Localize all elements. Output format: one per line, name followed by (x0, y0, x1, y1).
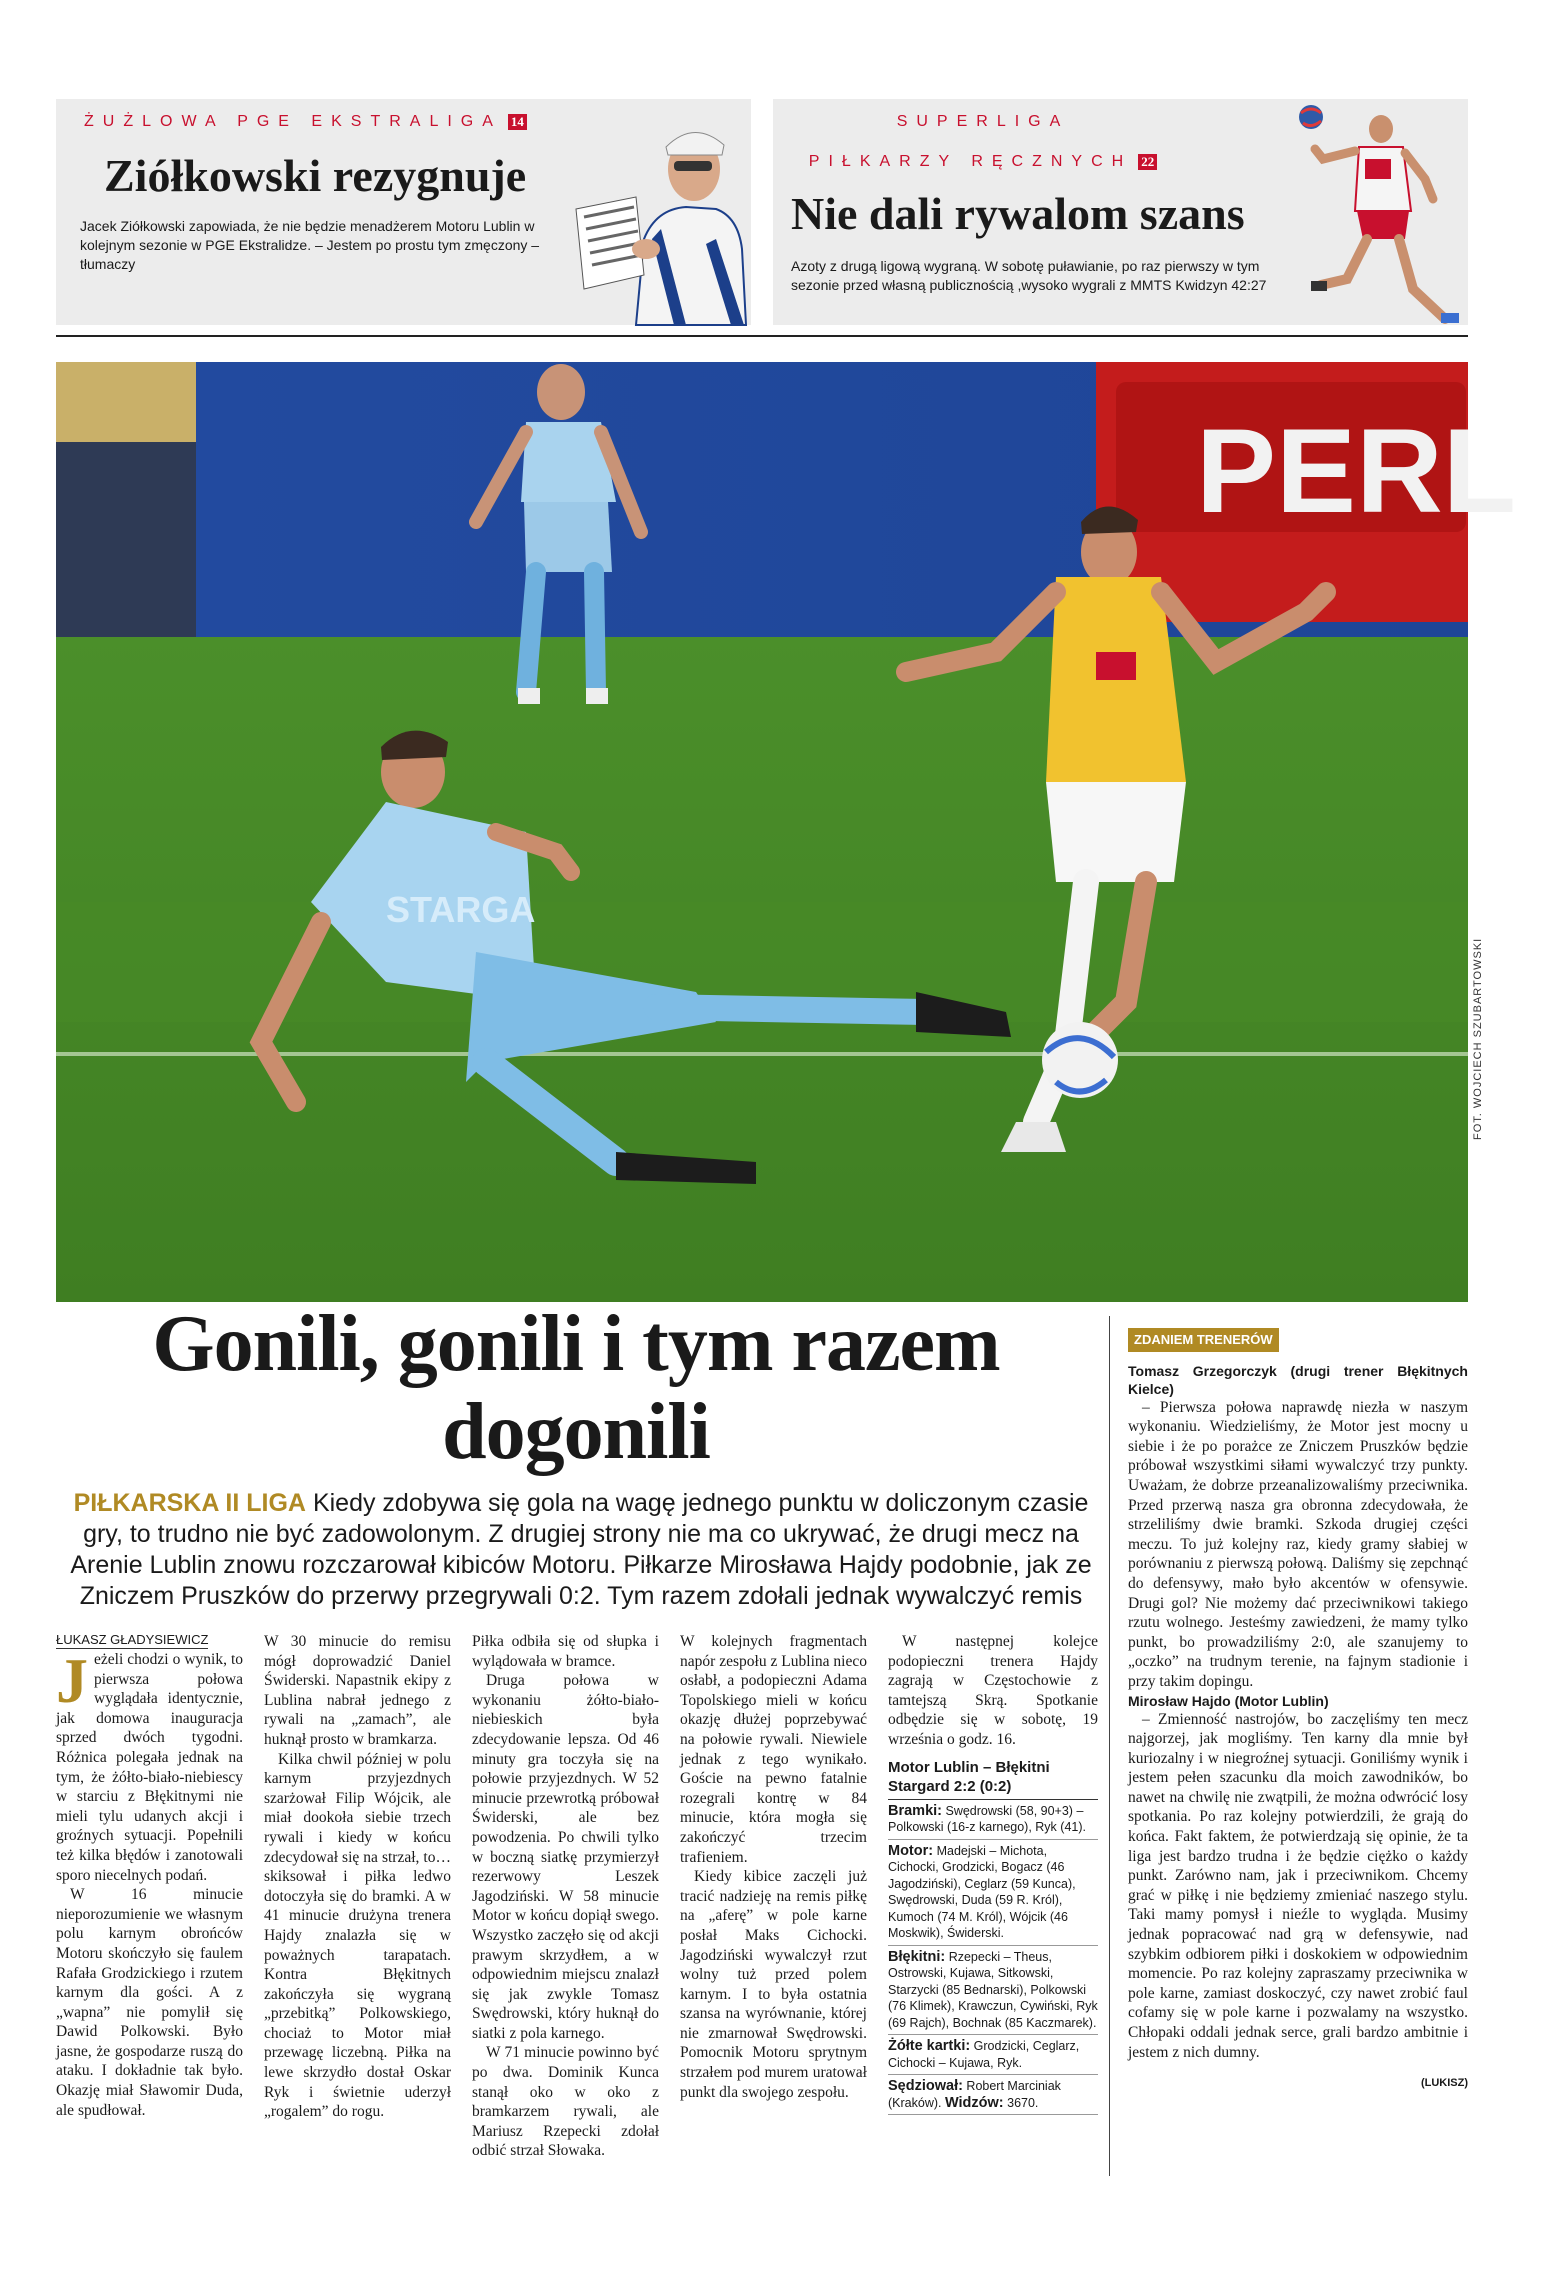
paragraph: W kolejnych fragmentach napór zespołu z Lublina nieco osłabł, a podopieczni Adama Topolskiego mieli w końcu okazję dłużej poprzebywać na połowie rywali. Niewiele jednak z tego wynikało. Goście na pewno fatalnie rozegrali kontrę w 84 minucie, która mogła się zakończyć trzecim trafieniem. (680, 1633, 867, 1866)
paragraph: Jeżeli chodzi o wynik, to pierwsza połowa wyglądała identycznie, jak domowa inauguracja sprzed dwóch tygodni. Różnica polegała jednak na tym, że żółto-biało-niebiescy w starciu z Błękitnymi nie mieli tylu udanych akcji i groźnych sytuacji. Popełnili też kilka błędów i zanotowali sporo niecelnych podań. (56, 1645, 243, 1884)
paragraph: Druga połowa w wykonaniu żółto-biało-niebieskich była zdecydowanie lepsza. Od 46 minuty gra toczyła się na połowie przyjezdnych. W 52 minucie przewrotką próbował Świderski, ale bez powodzenia. Po chwili tylko w boczną siatkę przymierzył rezerwowy Leszek Jagodziński. W 58 minucie Motor w końcu dopiął swego. Wszystko zaczęło się od akcji prawym skrzydłem, a w odpowiednim miejscu znalazł się jak zwykle Tomasz Swędrowski, który huknął do siatki z pola karnego. (472, 1672, 659, 2042)
teaser-speedway[interactable] (56, 99, 751, 325)
article-column-3 (472, 1632, 659, 2161)
handball-player-photo (1293, 99, 1468, 325)
article-column-2 (264, 1632, 451, 2122)
article-column-1 (56, 1645, 243, 2120)
article-column-4 (680, 1632, 867, 2102)
result-cards: Żółte kartki: Grodzicki, Ceglarz, Cichocki – Kujawa, Ryk. (888, 2035, 1098, 2075)
banner-text: PERL (1196, 404, 1517, 538)
article-column-5 (888, 1632, 1098, 2115)
match-result-box (888, 1758, 1098, 2116)
paragraph: Kiedy kibice zaczęli już tracić nadzieję na remis piłkę na „aferę” w pole karne posłał Maks Cichocki. Jagodziński wywalczył rzut wolny tuż przed polem karnym. I to była ostatnia szansa na wyrównanie, której nie zmarnował Swędrowski. Pomocnik Motoru sprytnym strzałem pod murem uratował punkt dla swojego zespołu. (680, 1868, 867, 2101)
shirt-back-text: STARGA (386, 889, 536, 930)
teaser-title: Nie dali rywalom szans (791, 188, 1245, 239)
section-tag: PIŁKARSKA II LIGA (73, 1489, 306, 1517)
teaser-kicker-1: SUPERLIGA (896, 113, 1070, 130)
paragraph: Kilka chwil później w polu karnym przyjezdnych szarżował Filip Wójcik, ale miał dookoła siebie trzech rywali i kiedy w końcu zdecydował się na strzał, to… skiksował i piłka ledwo dotoczyła się do bramki. A w 41 minucie drużyna trenera Hajdy znalazła się w poważnych tarapatach. Kontra Błękitnych zakończyła się wygraną „przebitką” Polkowskiego, chociaż to Motor miał przewagę liczebną. Piłka na lewe skrzydło dostał Oskar Ryk i świetnie uderzył „rogalem” do rogu. (264, 1750, 451, 2121)
drop-cap: J (56, 1645, 88, 1716)
photo-credit: FOT. WOJCIECH SZUBARTOWSKI (1472, 937, 1484, 1140)
coach-name: Mirosław Hajdo (Motor Lublin) (1128, 1692, 1329, 1709)
teaser-kicker-2: PIŁKARZY RĘCZNYCH 22 (773, 153, 1193, 171)
paragraph: Piłka odbiła się od słupka i wylądowała w bramce. (472, 1633, 659, 1670)
page-number-badge: 14 (508, 114, 527, 130)
author-byline: ŁUKASZ GŁADYSIEWICZ (56, 1632, 209, 1647)
teaser-title: Ziółkowski rezygnuje (104, 150, 527, 201)
page-number-badge: 22 (1138, 154, 1157, 170)
sidebar-badge: ZDANIEM TRENERÓW (1128, 1328, 1279, 1352)
section-rule (56, 335, 1468, 337)
coach-quote: – Zmienność nastrojów, bo zaczęliśmy ten mecz najgorzej, jak mogliśmy. Ten karny dla mnie był kuriozalny i w niegroźnej sytuacji. Goniliśmy wynik i jestem pełen szacunku dla moich zawodników, bo nawet na chwilę nie zwątpili, że można odwrócić losy spotkania. Po raz kolejny potwierdzili, że grają do końca. Fakt faktem, że potwierdzają się opinie, że ta liga jest bardzo trudna i że będzie ciężko o każdy punkt. Zarówno nam, jak i przeciwnikom. Chcemy grać w piłkę i nie będziemy zmieniać naszego stylu. Taki mamy pomysł i nieźle to wygląda. Musimy jednak popracować nad grą w defensywie, nad szybkim odbiorem piłki i doskokiem w odpowiednim momencie. Po raz kolejny zapraszamy przeciwnika w pole karne, zamiast doskoczyć, czy nawet zrobić faul cofamy się w pole karne i pozwalamy na wszystko. Chłopaki oddali jednak serce, grali bardzo ambitnie i jestem z nich dumny. (1128, 1710, 1468, 2061)
teaser-text: Jacek Ziółkowski zapowiada, że nie będzie menadżerem Motoru Lublin w kolejnym sezonie w PGE Ekstralidze. – Jestem po prostu tym zmęczony – tłumaczy (80, 218, 540, 272)
paragraph: W 71 minucie powinno być po dwa. Dominik Kunca stanął oko w oko z bramkarzem rywali, ale Mariusz Rzepecki zdołał odbić strzał Słowaka. (472, 2044, 659, 2160)
article-headline: Gonili, gonili i tym razem dogonili (152, 1300, 1000, 1476)
coach-name: Tomasz Grzegorczyk (drugi trener Błękitnych Kielce) (1128, 1362, 1468, 1397)
result-blekitni-lineup: Błękitni: Rzepecki – Theus, Ostrowski, Kujawa, Sitkowski, Starzycki (85 Bednarski), Polkowski (76 Klimek), Krawczun, Cywiński, Ryk (69 Rajch), Bochnak (85 Kaczmarek). (888, 1946, 1098, 2036)
football (1042, 1022, 1118, 1098)
teaser-handball[interactable] (773, 99, 1468, 325)
column-divider (1109, 1316, 1110, 2176)
result-motor-lineup: Motor: Madejski – Michota, Cichocki, Grodzicki, Bogacz (46 Jagodziński), Ceglarz (59 Kunca), Swędrowski, Duda (59 R. Król), Kumoch (74 M. Król), Wójcik (46 Moskwik), Świderski. (888, 1840, 1098, 1946)
paragraph: W następnej kolejce podopieczni trenera Hajdy zagrają w Częstochowie z tamtejszą Skrą. Spotkanie odbędzie się w sobotę, 19 września o godz. 16. (888, 1633, 1098, 1748)
coaches-comments-sidebar (1128, 1328, 1468, 2094)
sidebar-signature: (LUKISZ) (1420, 2077, 1468, 2090)
teaser-kicker: ŻUŻLOWA PGE EKSTRALIGA 14 (84, 113, 527, 131)
result-referee: Sędziował: Robert Marciniak (Kraków). Widzów: 3670. (888, 2075, 1098, 2115)
paragraph: W 16 minucie nieporozumienie we własnym polu karnym obrońców Motoru skończyło się faulem Rafała Grodzickiego i rzutem karnym dla gości. A z „wapna” nie pomylił się Dawid Polkowski. Było jasne, że gospodarze ruszą do ataku. I dokładnie tak było. Okazję miał Sławomir Duda, ale spudłował. (56, 1886, 243, 2119)
coach-quote: – Pierwsza połowa naprawdę niezła w naszym wykonaniu. Wiedzieliśmy, że Motor jest mocny u siebie i że po porażce ze Zniczem Pruszków będzie próbował wszystkimi siłami wywalczyć trzy punkty. Uważam, że dobrze przeanalizowaliśmy przeciwnika. Przed przerwą nasza gra obronna zdecydowała, że strzeliliśmy dwie bramki. Szkoda drugiej części meczu. To już kolejny raz, kiedy gramy słabiej w porównaniu z pierwszą połową. Daliśmy się zepchnąć do defensywy, mało było akcentów w ofensywie. Drugi gol? Nie możemy dać przeciwnikowi takiego rzutu wolnego. Jesteśmy zawiedzeni, że mamy tylko punkt, bo prowadziliśmy 2:0, ale szanujemy to „oczko” na trudnym terenie, na fajnym stadionie i przy takim dopingu. (1128, 1398, 1468, 1690)
speedway-manager-photo (566, 99, 751, 325)
paragraph: W 30 minucie do remisu mógł doprowadzić Daniel Świderski. Napastnik ekipy z Lublina nabrał jednego z rywali na „zamach”, ale huknął prosto w bramkarza. (264, 1633, 451, 1748)
lead-text: Kiedy zdobywa się gola na wagę jednego punktu w doliczonym czasie gry, to trudno nie być zadowolonym. Z drugiej strony nie ma co ukrywać, że drugi mecz na Arenie Lublin znowu rozczarował kibiców Motoru. Piłkarze Mirosława Hajdy podobnie, jak ze Zniczem Pruszków do przerwy przegrywali 0:2. Tym razem zdołali jednak wywalczyć remis (70, 1489, 1092, 1610)
result-goals: Bramki: Swędrowski (58, 90+3) – Polkowski (16-z karnego), Ryk (41). (888, 1800, 1098, 1840)
result-title: Motor Lublin – Błękitni Stargard 2:2 (0:2) (888, 1758, 1098, 1800)
article-lead (56, 1488, 1106, 1612)
teaser-text: Azoty z drugą ligową wygraną. W sobotę puławianie, po raz pierwszy w tym sezonie przed własną publicznością ,wysoko wygrali z MMTS Kwidzyn 42:27 (791, 258, 1267, 293)
